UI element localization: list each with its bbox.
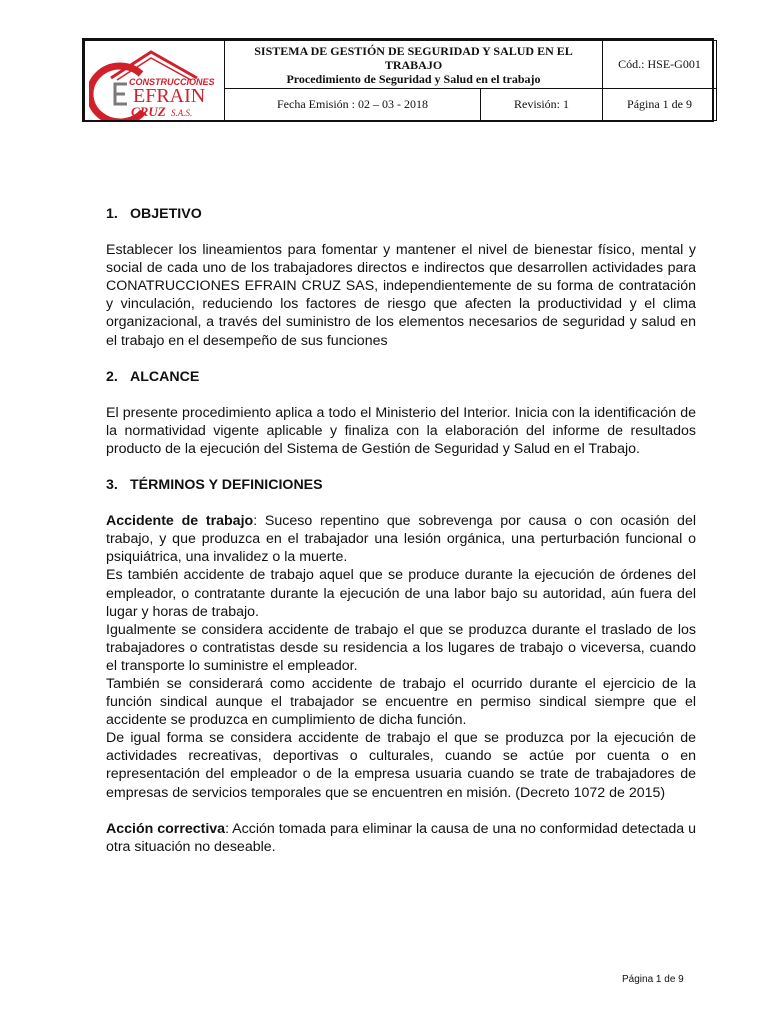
revision-number: Revisión: 1 <box>481 89 603 121</box>
definition-paragraph: Es también accidente de trabajo aquel que se produce durante la ejecución de órdenes del empleador, o contratante durante la ejecución de una labor bajo su autoridad, aún fuera del lugar y horas de trabajo. <box>106 567 696 620</box>
section-number: 2. <box>106 368 118 385</box>
definition-paragraph: De igual forma se considera accidente de trabajo el que se produzca por la ejecución de actividades recreativas, deportivas o culturales, cuando se actúe por cuenta o en representación del empleador o de la empresa usuaria cuando se trate de trabajadores de empresas de servicios temporales que se encuentren en misión. (Decreto 1072 de 2015) <box>106 730 696 801</box>
definition-accion-correctiva <box>106 820 696 856</box>
document-header <box>82 38 714 122</box>
document-body <box>106 205 696 856</box>
section-number: 1. <box>106 206 118 222</box>
section-title: OBJETIVO <box>130 206 202 222</box>
logo-text-cruz: CRUZ <box>131 104 166 119</box>
section-body-alcance: El presente procedimiento aplica a todo el Ministerio del Interior. Inicia con la identificación de la normatividad vigente aplicable y finaliza con la elaboración del informe de resultados producto de la ejecución del Sistema de Gestión de Seguridad y Salud en el Trabajo. <box>106 404 696 457</box>
definition-paragraph: Igualmente se considera accidente de trabajo el que se produzca durante el traslado de los trabajadores o contratistas desde su residencia a los lugares de trabajo o viceversa, cuando el transporte lo suministre el empleador. <box>106 621 696 674</box>
document-code: Cód.: HSE-G001 <box>603 41 717 89</box>
section-number: 3. <box>106 477 118 494</box>
definition-term: Acción correctiva <box>106 820 226 837</box>
header-page-number: Página 1 de 9 <box>603 89 717 121</box>
header-title-cell <box>225 41 603 89</box>
header-system-title: SISTEMA DE GESTIÓN DE SEGURIDAD Y SALUD EN EL TRABAJO <box>254 43 573 72</box>
issue-date: Fecha Emisión : 02 – 03 - 2018 <box>225 89 481 121</box>
logo-cell <box>85 41 225 121</box>
definition-text: : Acción tomada para eliminar la causa de una no conformidad detectada u otra situación no deseable. <box>106 820 696 855</box>
section-title: TÉRMINOS Y DEFINICIONES <box>130 477 323 494</box>
footer-page-number: Página 1 de 9 <box>622 974 684 985</box>
header-procedure-title: Procedimiento de Seguridad y Salud en el trabajo <box>286 71 541 86</box>
logo-text-efrain: EFRAIN <box>133 85 206 107</box>
logo-text-construcciones: CONSTRUCCIONES <box>129 77 215 87</box>
definition-text: : Suceso repentino que sobrevenga por causa o con ocasión del trabajo, y que produzca en el trabajador una lesión orgánica, una perturbación funcional o psiquiátrica, una invalidez o la muerte. <box>106 513 696 566</box>
section-heading-terminos <box>106 476 696 494</box>
definition-term: Accidente de trabajo <box>106 513 254 530</box>
definition-accidente-de-trabajo <box>106 512 696 566</box>
header-table <box>84 40 717 121</box>
section-body-objetivo: Establecer los lineamientos para fomentar y mantener el nivel de bienestar físico, mental y social de cada uno de los trabajadores directos e indirectos que desarrollen actividades para CONATRUCCIONES EFRAIN CRUZ SAS, independientemente de su forma de contratación y vinculación, reduciendo los factores de riesgo que afecten la productividad y el clima organizacional, a través del suministro de los elementos necesarios de seguridad y salud en el trabajo en el desempeño de sus funciones <box>106 242 696 349</box>
logo-text-sas: S.A.S. <box>171 108 193 118</box>
section-title: ALCANCE <box>130 368 200 385</box>
section-heading-objetivo <box>106 205 696 223</box>
section-heading-alcance <box>106 368 696 386</box>
company-logo <box>89 44 223 120</box>
definition-paragraph: También se considerará como accidente de trabajo el ocurrido durante el ejercicio de la función sindical aunque el trabajador se encuentre en permiso sindical siempre que el accidente se produzca en cumplimiento de dicha función. <box>106 675 696 729</box>
